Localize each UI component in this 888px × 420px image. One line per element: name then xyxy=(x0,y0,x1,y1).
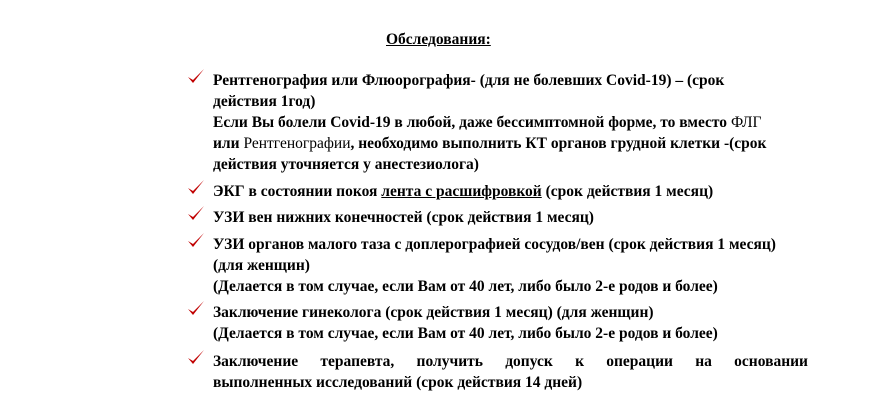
item-note-line: Если Вы болели Covid-19 в любой, даже бессимптомной форме, то вместо ФЛГ xyxy=(213,114,762,131)
item-text-line: (для женщин) xyxy=(213,257,310,274)
list-item-therapist xyxy=(0,351,808,393)
item-text-line: (Делается в том случае, если Вам от 40 лет, либо было 2-е родов и более) xyxy=(213,278,718,295)
checkmark-icon xyxy=(187,205,205,223)
checkmark-icon xyxy=(187,179,205,197)
item-text-line: выполненных исследований (срок действия 14 дней) xyxy=(213,374,583,391)
item-text-line: Заключение гинеколога (срок действия 1 месяц) (для женщин) xyxy=(213,304,654,321)
item-note-line: действия уточняется у анестезиолога) xyxy=(213,156,479,173)
item-text-line: действия 1год) xyxy=(213,93,316,110)
exam-list xyxy=(0,70,888,399)
list-item-xray xyxy=(0,70,808,175)
item-note-line: или Рентгенографии, необходимо выполнить КТ органов грудной клетки -(срок xyxy=(213,135,767,152)
list-item-gynecologist xyxy=(0,302,808,344)
item-text-line: ЭКГ в состоянии покоя лента с расшифровкой (срок действия 1 месяц) xyxy=(213,183,714,200)
list-item-ecg xyxy=(0,181,808,202)
item-text-line: Рентгенография или Флюорография- (для не болевших Covid-19) – (срок xyxy=(213,72,725,89)
checkmark-icon xyxy=(187,232,205,250)
section-title: Обследования: xyxy=(386,31,491,48)
item-text-line: УЗИ вен нижних конечностей (срок действия 1 месяц) xyxy=(213,209,594,226)
item-text-line: Заключение терапевта, получить допуск к операции на основании xyxy=(213,353,808,370)
checkmark-icon xyxy=(187,300,205,318)
list-item-leg-veins xyxy=(0,207,808,228)
item-text-line: УЗИ органов малого таза с доплерографией сосудов/вен (срок действия 1 месяц) xyxy=(213,236,776,253)
list-item-pelvic-ultrasound xyxy=(0,234,808,297)
item-text-line: (Делается в том случае, если Вам от 40 лет, либо было 2-е родов и более) xyxy=(213,325,718,342)
underlined-text: лента с расшифровкой xyxy=(381,183,542,200)
checkmark-icon xyxy=(187,349,205,367)
checkmark-icon xyxy=(187,68,205,86)
